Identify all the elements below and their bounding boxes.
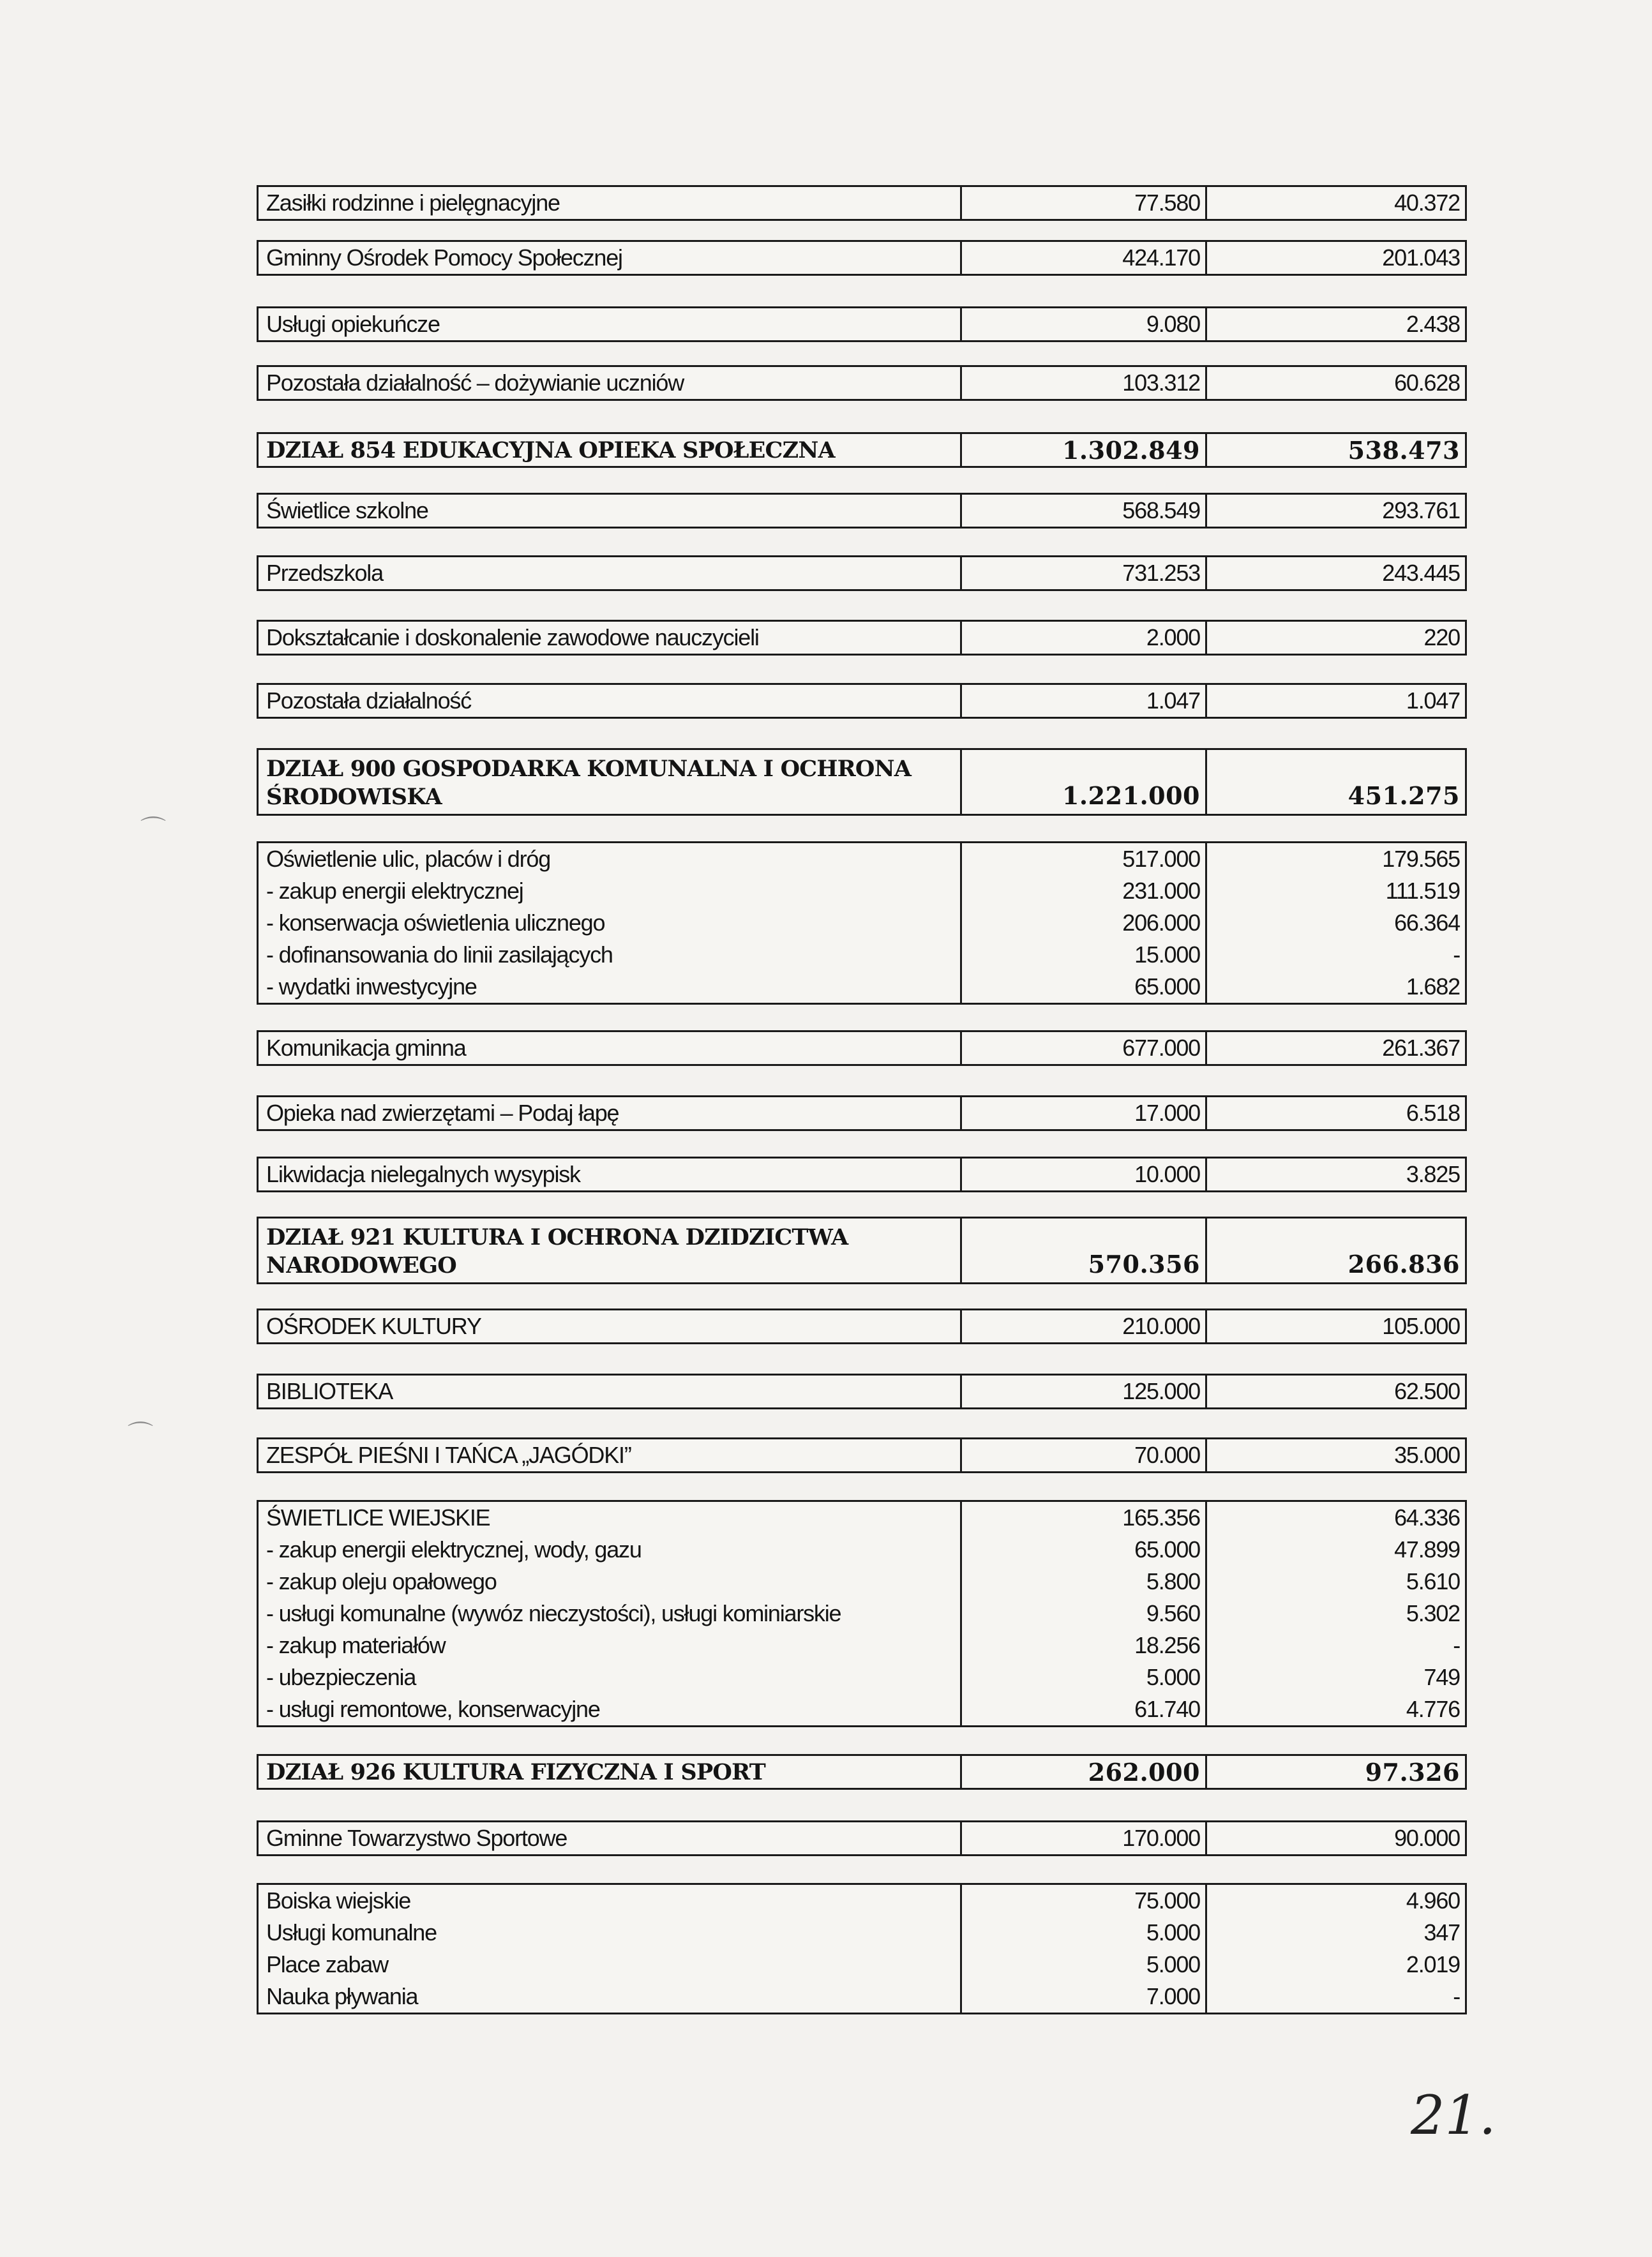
row-label: - usługi remontowe, konserwacyjne: [259, 1693, 962, 1725]
row-label: - zakup oleju opałowego: [259, 1566, 962, 1598]
row-label: Nauka pływania: [259, 1981, 962, 2013]
plan-value: 5.000: [962, 1917, 1207, 1949]
row-label: Pozostała działalność: [259, 685, 962, 717]
table-row: [259, 1534, 1465, 1566]
table-row: [259, 939, 1465, 971]
table-row: [259, 875, 1465, 907]
row-label: - ubezpieczenia: [259, 1661, 962, 1693]
row-label: Usługi opiekuńcze: [259, 308, 962, 340]
table-row: [259, 557, 1465, 589]
plan-value: 18.256: [962, 1630, 1207, 1661]
budget-table: [257, 1095, 1467, 1131]
plan-value: 424.170: [962, 242, 1207, 274]
budget-table: [257, 1500, 1467, 1727]
table-row: [259, 622, 1465, 654]
plan-value: 262.000: [962, 1756, 1207, 1788]
plan-value: 10.000: [962, 1158, 1207, 1190]
execution-value: 749: [1423, 1664, 1460, 1690]
execution-value: 66.364: [1394, 910, 1460, 936]
table-row: [259, 1502, 1465, 1534]
row-label: ŚWIETLICE WIEJSKIE: [259, 1502, 962, 1534]
row-label: DZIAŁ 926 KULTURA FIZYCZNA I SPORT: [259, 1756, 962, 1788]
plan-value: 731.253: [962, 557, 1207, 589]
plan-value: 103.312: [962, 367, 1207, 399]
table-row: [259, 1981, 1465, 2013]
table-row: [259, 242, 1465, 274]
budget-table: [257, 1820, 1467, 1856]
plan-value: 206.000: [962, 907, 1207, 939]
table-row: [259, 1693, 1465, 1725]
table-row: [259, 750, 1465, 814]
plan-value: 75.000: [962, 1885, 1207, 1917]
budget-table: [257, 1308, 1467, 1344]
execution-value: 111.519: [1385, 878, 1460, 904]
plan-value: 5.000: [962, 1661, 1207, 1693]
table-row: [259, 1566, 1465, 1598]
execution-value: -: [1453, 941, 1460, 968]
execution-value: 47.899: [1394, 1536, 1460, 1563]
table-row: [259, 495, 1465, 527]
budget-table: [257, 1030, 1467, 1066]
budget-table: [257, 185, 1467, 221]
table-row: [259, 1097, 1465, 1129]
plan-value: 17.000: [962, 1097, 1207, 1129]
plan-value: 677.000: [962, 1032, 1207, 1064]
execution-value: 1.682: [1406, 973, 1460, 1000]
execution-value: 4.960: [1406, 1887, 1460, 1914]
execution-value: 266.836: [1348, 1250, 1460, 1278]
row-label: - zakup energii elektrycznej: [259, 875, 962, 907]
row-label: Pozostała działalność – dożywianie uczniów: [259, 367, 962, 399]
execution-value: 3.825: [1406, 1161, 1460, 1187]
table-row: [259, 843, 1465, 875]
row-label: DZIAŁ 921 KULTURA I OCHRONA DZIDZICTWA NARODOWEGO: [259, 1218, 962, 1282]
table-row: [259, 1032, 1465, 1064]
execution-value: 451.275: [1348, 781, 1460, 810]
row-label: Zasiłki rodzinne i pielęgnacyjne: [259, 187, 962, 219]
budget-table: [257, 555, 1467, 591]
row-label: - zakup materiałów: [259, 1630, 962, 1661]
table-row: [259, 1598, 1465, 1630]
budget-table: [257, 1217, 1467, 1284]
row-label: - dofinansowania do linii zasilających: [259, 939, 962, 971]
table-row: [259, 434, 1465, 466]
plan-value: 61.740: [962, 1693, 1207, 1725]
plan-value: 517.000: [962, 843, 1207, 875]
execution-value: 97.326: [1365, 1757, 1460, 1787]
execution-value: -: [1453, 1983, 1460, 2009]
budget-table: [257, 306, 1467, 342]
row-label: - usługi komunalne (wywóz nieczystości), usługi kominiarskie: [259, 1598, 962, 1630]
plan-value: 70.000: [962, 1439, 1207, 1471]
execution-value: 220: [1423, 624, 1460, 650]
plan-value: 5.800: [962, 1566, 1207, 1598]
table-row: [259, 1661, 1465, 1693]
row-label: Usługi komunalne: [259, 1917, 962, 1949]
table-row: [259, 1376, 1465, 1407]
execution-value: 64.336: [1394, 1504, 1460, 1531]
plan-value: 170.000: [962, 1822, 1207, 1854]
execution-value: 35.000: [1394, 1442, 1460, 1468]
execution-value: 60.628: [1394, 370, 1460, 396]
row-label: - konserwacja oświetlenia ulicznego: [259, 907, 962, 939]
table-row: [259, 971, 1465, 1003]
execution-value: 5.302: [1406, 1600, 1460, 1626]
row-label: Komunikacja gminna: [259, 1032, 962, 1064]
execution-value: 2.019: [1406, 1951, 1460, 1977]
row-label: Opieka nad zwierzętami – Podaj łapę: [259, 1097, 962, 1129]
plan-value: 1.047: [962, 685, 1207, 717]
row-label: OŚRODEK KULTURY: [259, 1310, 962, 1342]
plan-value: 9.080: [962, 308, 1207, 340]
budget-table: [257, 493, 1467, 529]
page-number: 21.: [1411, 2084, 1496, 2147]
table-row: [259, 1310, 1465, 1342]
row-label: Oświetlenie ulic, placów i dróg: [259, 843, 962, 875]
plan-value: 125.000: [962, 1376, 1207, 1407]
table-row: [259, 1158, 1465, 1190]
plan-value: 568.549: [962, 495, 1207, 527]
execution-value: 201.043: [1382, 244, 1460, 271]
execution-value: 62.500: [1394, 1378, 1460, 1404]
row-label: ZESPÓŁ PIEŚNI I TAŃCA „JAGÓDKI”: [259, 1439, 962, 1471]
execution-value: 6.518: [1406, 1100, 1460, 1126]
table-row: [259, 1439, 1465, 1471]
row-label: - wydatki inwestycyjne: [259, 971, 962, 1003]
execution-value: 2.438: [1406, 311, 1460, 337]
execution-value: 261.367: [1382, 1035, 1460, 1061]
row-label: Boiska wiejskie: [259, 1885, 962, 1917]
execution-value: 243.445: [1382, 560, 1460, 586]
budget-table: [257, 1437, 1467, 1473]
plan-value: 210.000: [962, 1310, 1207, 1342]
table-row: [259, 308, 1465, 340]
row-label: Gminne Towarzystwo Sportowe: [259, 1822, 962, 1854]
plan-value: 7.000: [962, 1981, 1207, 2013]
scan-mark: ⌒: [140, 815, 166, 844]
budget-table: [257, 432, 1467, 468]
execution-value: 105.000: [1382, 1313, 1460, 1339]
budget-table: [257, 1754, 1467, 1790]
row-label: BIBLIOTEKA: [259, 1376, 962, 1407]
execution-value: 4.776: [1406, 1696, 1460, 1722]
budget-table: [257, 1374, 1467, 1409]
budget-table: [257, 240, 1467, 276]
row-label: Place zabaw: [259, 1949, 962, 1981]
row-label: - zakup energii elektrycznej, wody, gazu: [259, 1534, 962, 1566]
row-label: Gminny Ośrodek Pomocy Społecznej: [259, 242, 962, 274]
execution-value: -: [1453, 1632, 1460, 1658]
execution-value: 40.372: [1394, 190, 1460, 216]
row-label: Przedszkola: [259, 557, 962, 589]
budget-table: [257, 1883, 1467, 2014]
row-label: DZIAŁ 900 GOSPODARKA KOMUNALNA I OCHRONA ŚRODOWISKA: [259, 750, 962, 814]
table-row: [259, 907, 1465, 939]
plan-value: 570.356: [962, 1218, 1207, 1282]
plan-value: 231.000: [962, 875, 1207, 907]
execution-value: 293.761: [1382, 497, 1460, 523]
budget-table: [257, 365, 1467, 401]
execution-value: 179.565: [1382, 846, 1460, 872]
table-row: [259, 1917, 1465, 1949]
plan-value: 77.580: [962, 187, 1207, 219]
budget-table: [257, 620, 1467, 656]
table-row: [259, 1630, 1465, 1661]
table-row: [259, 1885, 1465, 1917]
table-row: [259, 367, 1465, 399]
plan-value: 1.221.000: [962, 750, 1207, 814]
plan-value: 165.356: [962, 1502, 1207, 1534]
budget-table: [257, 683, 1467, 719]
table-row: [259, 1218, 1465, 1282]
plan-value: 2.000: [962, 622, 1207, 654]
row-label: DZIAŁ 854 EDUKACYJNA OPIEKA SPOŁECZNA: [259, 434, 962, 466]
scan-mark: ⌒: [128, 1420, 153, 1450]
table-row: [259, 1756, 1465, 1788]
plan-value: 65.000: [962, 1534, 1207, 1566]
plan-value: 15.000: [962, 939, 1207, 971]
execution-value: 538.473: [1348, 435, 1460, 465]
table-row: [259, 685, 1465, 717]
row-label: Dokształcanie i doskonalenie zawodowe nauczycieli: [259, 622, 962, 654]
table-row: [259, 1949, 1465, 1981]
budget-table: [257, 841, 1467, 1005]
plan-value: 9.560: [962, 1598, 1207, 1630]
execution-value: 1.047: [1406, 687, 1460, 714]
budget-table: [257, 1157, 1467, 1192]
table-row: [259, 187, 1465, 219]
table-row: [259, 1822, 1465, 1854]
row-label: Likwidacja nielegalnych wysypisk: [259, 1158, 962, 1190]
plan-value: 65.000: [962, 971, 1207, 1003]
row-label: Świetlice szkolne: [259, 495, 962, 527]
plan-value: 1.302.849: [962, 434, 1207, 466]
plan-value: 5.000: [962, 1949, 1207, 1981]
budget-table: [257, 748, 1467, 816]
execution-value: 347: [1423, 1919, 1460, 1946]
execution-value: 5.610: [1406, 1568, 1460, 1594]
execution-value: 90.000: [1394, 1825, 1460, 1851]
